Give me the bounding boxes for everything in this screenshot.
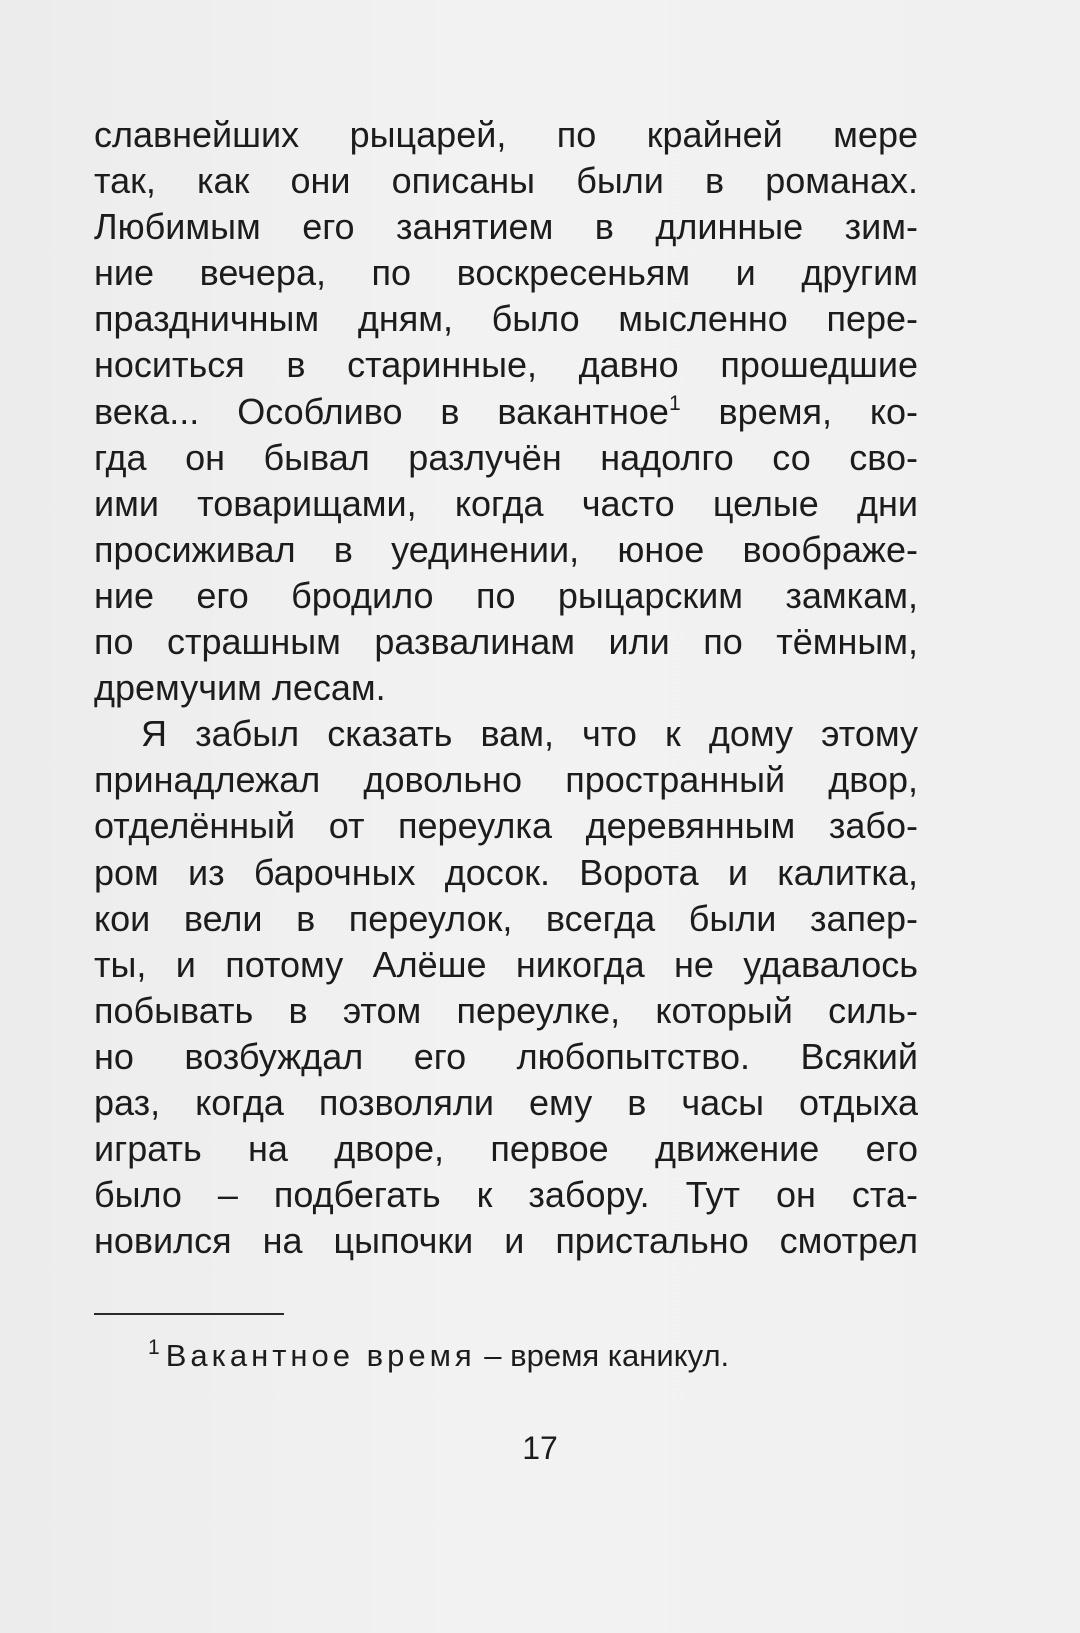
text-line: побывать в этом переулке, который силь- [94,989,918,1031]
text-line: раз, когда позволяли ему в часы отдыха [94,1081,918,1123]
text-line: ние его бродило по рыцарским замкам, [94,574,918,616]
text-line: дремучим лесам. [94,667,386,709]
text-line: ром из барочных досок. Ворота и калитка, [94,851,918,893]
text-line: носиться в старинные, давно прошедшие [94,344,918,386]
text-line: гда он бывал разлучён надолго со сво- [94,436,918,478]
footnote-mark: 1 [148,1336,160,1359]
text-line: кои вели в переулок, всегда были запер- [94,897,918,939]
text-line: было – подбегать к забору. Тут он ста- [94,1174,918,1216]
footnote-divider [94,1313,284,1315]
text-line: так, как они описаны были в романах. [94,160,918,202]
text-fragment: время, ко- [718,390,918,432]
text-line: принадлежал довольно пространный двор, [94,759,918,801]
text-line: просиживал в уединении, юное воображе- [94,528,918,570]
text-line: праздничным дням, было мысленно пере- [94,298,918,340]
footnote-definition: – время каникул. [475,1338,730,1373]
text-line: Любимым его занятием в длинные зим- [94,206,918,248]
footnote-term: Вакантное время [165,1338,476,1373]
footnote-reference: 1 [668,391,681,415]
text-line: отделённый от переулка деревянным забо- [94,805,918,847]
page-number: 17 [522,1430,558,1466]
footnote [148,1334,729,1382]
text-line: новился на цыпочки и пристально смотрел [94,1220,918,1262]
text-line: ими товарищами, когда часто целые дни [94,482,918,524]
text-line: играть на дворе, первое движение его [94,1128,918,1170]
text-line: Я забыл сказать вам, что к дому этому [141,713,918,755]
text-line: славнейших рыцарей, по крайней мере [94,114,918,155]
text-line: ты, и потому Алёше никогда не удавалось [94,943,918,985]
text-line [94,389,918,435]
text-line: но возбуждал его любопытство. Всякий [94,1035,918,1077]
text-line: по страшным развалинам или по тёмным, [94,621,918,663]
body-text [94,112,918,1264]
text-fragment: века... Особливо в вакантное [94,390,669,432]
text-line: ние вечера, по воскресеньям и другим [94,252,918,294]
